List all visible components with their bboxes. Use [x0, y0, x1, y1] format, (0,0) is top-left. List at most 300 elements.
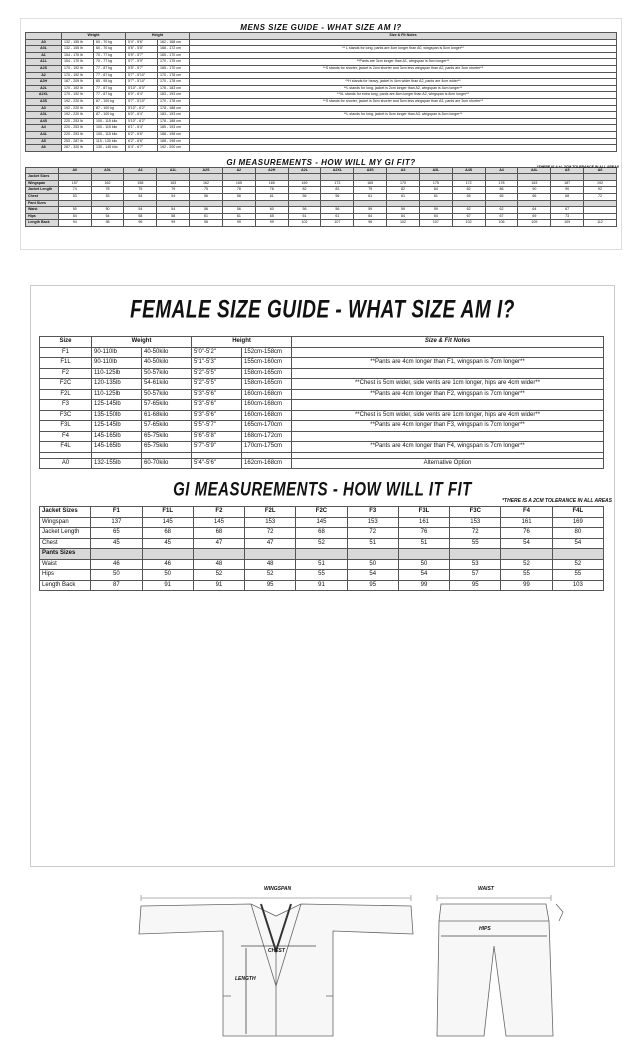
table-cell: 6'2" - 6'6" [126, 131, 158, 138]
table-cell [292, 347, 604, 358]
table-cell: 82 [452, 187, 485, 194]
table-cell: 70 - 77 kg [94, 52, 126, 59]
mens-gi-heading [21, 158, 621, 167]
table-cell: 57-65kilo [142, 421, 192, 432]
table-cell: 100 - 115 kilo [94, 131, 126, 138]
size-header-cell: A2XL [321, 167, 354, 174]
table-cell: 61 [222, 213, 255, 220]
table-row [26, 125, 617, 132]
table-cell [190, 125, 617, 132]
table-cell: 5'7" - 5'9" [126, 59, 158, 66]
table-row [26, 92, 617, 99]
row-label: Waist [26, 207, 59, 214]
table-cell: 153 [347, 517, 398, 528]
table-cell: 84 [419, 187, 452, 194]
table-cell: 54 [347, 570, 398, 581]
table-cell: 220 - 253 lb [62, 131, 94, 138]
table-cell: 40-50kilo [142, 358, 192, 369]
table-cell: 168cm-172cm [242, 431, 292, 442]
table-cell: **L stands for long, jacket is 2cm longer than A2, wingspan is 4cm longer** [190, 85, 617, 92]
female-title: FEMALE SIZE GUIDE - WHAT SIZE AM I? [130, 296, 515, 324]
table-cell: 145 [142, 517, 193, 528]
size-header-cell: F3 [347, 507, 398, 518]
size-header-cell: A2L [288, 167, 321, 174]
table-cell: 62 [452, 207, 485, 214]
table-cell: 175 [419, 180, 452, 187]
table-cell: 178 - 188 cm [158, 105, 190, 112]
table-cell: 5'10" - 6'2" [126, 105, 158, 112]
table-cell: 68 [296, 528, 347, 539]
pants-sizes-label: Pants Sizes [40, 549, 91, 560]
table-cell: 90 [551, 187, 584, 194]
table-cell: 65-75kilo [142, 431, 192, 442]
table-cell: 192 - 220 lb [62, 98, 94, 105]
size-cell: A4S [26, 118, 62, 125]
table-cell: 154 - 170 lb [62, 59, 94, 66]
table-cell: 100 - 115 kilo [94, 118, 126, 125]
jacket-illustration [139, 895, 413, 1036]
table-cell [190, 145, 617, 152]
table-cell: 125-145lb [92, 421, 142, 432]
table-cell: 91 [142, 580, 193, 591]
table-cell: 51 [347, 538, 398, 549]
size-header-cell: F2 [193, 507, 244, 518]
size-cell: A2 [26, 72, 62, 79]
size-cell: A3L [26, 112, 62, 119]
size-header-cell: A4L [518, 167, 551, 174]
table-cell: 56 [288, 194, 321, 201]
table-cell: 5'2"-5'5" [192, 368, 242, 379]
size-header-cell: A4S [452, 167, 485, 174]
table-cell: 160cm-168cm [242, 410, 292, 421]
table-cell: 5'10" - 6'2" [126, 118, 158, 125]
table-cell: 120-135lb [92, 379, 142, 390]
table-cell: 48 [193, 559, 244, 570]
table-cell: 5'3"-5'6" [192, 400, 242, 411]
table-cell [190, 52, 617, 59]
size-header-cell: A2 [222, 167, 255, 174]
size-cell: A1 [26, 52, 62, 59]
table-cell: 62 [485, 207, 518, 214]
size-cell: F2C [40, 379, 92, 390]
table-cell: 99 [398, 580, 449, 591]
table-cell: 91 [296, 580, 347, 591]
table-row [26, 59, 617, 66]
table-cell [190, 138, 617, 145]
table-cell: 155cm-160cm [242, 358, 292, 369]
table-cell: 77 - 87 kg [94, 85, 126, 92]
table-cell: 54 [124, 207, 157, 214]
table-cell: 90-110lb [92, 347, 142, 358]
table-cell: 99 [255, 220, 288, 227]
row-label: Hips [40, 570, 91, 581]
row-label: Wingspan [26, 180, 59, 187]
table-cell: 162cm-168cm [242, 458, 292, 469]
table-row [26, 46, 617, 53]
table-cell: 5'5"-5'7" [192, 421, 242, 432]
table-cell: 170 - 192 lb [62, 92, 94, 99]
table-cell: 161 [501, 517, 552, 528]
size-cell: F3C [40, 410, 92, 421]
table-row [40, 538, 604, 549]
table-cell: 52 [193, 570, 244, 581]
table-row [40, 570, 604, 581]
size-cell: A6 [26, 145, 62, 152]
table-cell: 58 [157, 213, 190, 220]
size-cell: A0L [26, 46, 62, 53]
table-cell: 58 [124, 213, 157, 220]
table-cell: 56 [222, 207, 255, 214]
table-cell: 40-50kilo [142, 347, 192, 358]
table-cell: 287 - 320 lb [62, 145, 94, 152]
row-label: Jacket Length [40, 528, 91, 539]
table-row [26, 65, 617, 72]
table-cell: 61 [419, 194, 452, 201]
size-cell: F1 [40, 347, 92, 358]
table-cell: 61 [288, 213, 321, 220]
female-gi-title: GI MEASUREMENTS - HOW WILL IT FIT [173, 478, 472, 501]
table-cell: 95 [450, 580, 501, 591]
table-cell: 102 [452, 220, 485, 227]
table-cell: 83 [321, 187, 354, 194]
table-row [26, 105, 617, 112]
table-cell: 170 - 178 cm [158, 72, 190, 79]
table-cell: 55 [552, 570, 603, 581]
table-cell: 98 [91, 220, 124, 227]
size-cell: F3 [40, 400, 92, 411]
table-cell: 170 - 192 lb [62, 72, 94, 79]
size-cell: A0 [40, 458, 92, 469]
table-cell: 168 - 172 cm [158, 46, 190, 53]
table-cell: 45 [91, 538, 142, 549]
table-cell: 5'6"-5'8" [192, 431, 242, 442]
table-cell: 54 [501, 538, 552, 549]
table-cell: 253 - 287 lb [62, 138, 94, 145]
table-cell: 96 [190, 220, 223, 227]
table-cell: 86 [485, 187, 518, 194]
table-cell: 187 - 209 lb [62, 79, 94, 86]
size-header-cell: A0 [58, 167, 91, 174]
table-cell: 87 - 100 kg [94, 98, 126, 105]
table-cell: 50-57kilo [142, 368, 192, 379]
table-cell: 50 [398, 559, 449, 570]
table-cell: 68 [551, 194, 584, 201]
size-header-cell: A3S [354, 167, 387, 174]
size-cell: F2L [40, 389, 92, 400]
table-cell: 165cm-170cm [242, 421, 292, 432]
table-cell: 178 - 183 cm [158, 85, 190, 92]
table-cell: 185 - 193 cm [158, 125, 190, 132]
table-cell: 187 [551, 180, 584, 187]
table-cell: 56 [288, 207, 321, 214]
table-cell: 112 [584, 220, 617, 227]
table-cell: 5'4" - 5'6" [126, 39, 158, 46]
size-cell: A5 [26, 138, 62, 145]
table-cell: 60 - 70 kg [94, 39, 126, 46]
row-label: Wingspan [40, 517, 91, 528]
table-cell: 50 [58, 207, 91, 214]
table-cell: 173 [321, 180, 354, 187]
table-cell: 135-150lb [92, 410, 142, 421]
table-cell: 75 [124, 187, 157, 194]
table-cell: 96 [354, 220, 387, 227]
table-cell: 73 [551, 213, 584, 220]
table-row [26, 85, 617, 92]
table-cell: 60 - 70 kg [94, 46, 126, 53]
table-cell: 109 [551, 220, 584, 227]
table-cell: 153 [450, 517, 501, 528]
table-cell: 54 [91, 213, 124, 220]
table-cell: 5'7" - 5'10" [126, 79, 158, 86]
size-header-cell: A0L [91, 167, 124, 174]
table-cell: 54 [124, 194, 157, 201]
row-label: Waist [40, 559, 91, 570]
table-cell: 54 [58, 213, 91, 220]
size-header-cell: F2L [245, 507, 296, 518]
table-row [40, 458, 604, 469]
table-cell: 60-70kilo [142, 458, 192, 469]
table-cell: 5'0"-5'2" [192, 347, 242, 358]
size-cell: A3 [26, 105, 62, 112]
table-row [40, 389, 604, 400]
size-header-cell: A1L [157, 167, 190, 174]
table-row [40, 442, 604, 453]
table-cell: 52 [501, 559, 552, 570]
table-cell: 90 [518, 187, 551, 194]
size-header-cell: F4 [501, 507, 552, 518]
female-notes-header: Size & Fit Notes [292, 337, 604, 348]
table-cell: 5'5" - 5'7" [126, 65, 158, 72]
table-cell: 192 [584, 180, 617, 187]
size-header-cell: A4 [485, 167, 518, 174]
table-cell: 52 [552, 559, 603, 570]
table-cell: **XL stands for extra long, pants are 8cm longer than A2, wingspan is 8cm longer** [190, 92, 617, 99]
size-header-cell: A1 [124, 167, 157, 174]
table-row [40, 410, 604, 421]
table-cell: 61 [387, 194, 420, 201]
table-cell: 94 [58, 220, 91, 227]
table-cell: 5'7" - 5'10" [126, 98, 158, 105]
row-label: Chest [40, 538, 91, 549]
mens-height-header: Height [126, 33, 190, 40]
table-cell: 77 - 87 kg [94, 92, 126, 99]
table-cell: 57-65kilo [142, 400, 192, 411]
table-cell: 188 - 198 cm [158, 138, 190, 145]
table-cell: 192 - 220 lb [62, 105, 94, 112]
size-header-cell: F3C [450, 507, 501, 518]
table-cell: 59 [419, 207, 452, 214]
table-cell: 102 [387, 220, 420, 227]
table-row [26, 39, 617, 46]
size-cell: A2XL [26, 92, 62, 99]
table-cell: 170cm-175cm [242, 442, 292, 453]
size-cell: F1L [40, 358, 92, 369]
table-row [26, 207, 617, 214]
table-cell: 53 [91, 194, 124, 201]
table-cell: **Pants are 3cm longer than A1, wingspan is 5cm longer** [190, 59, 617, 66]
table-row [26, 79, 617, 86]
table-cell: 102 [288, 220, 321, 227]
table-cell: **S stands for shorter, jacket is 2cm shorter and 3cm less wingspan than A2, pants are 3cm shorter** [190, 65, 617, 72]
table-cell: 95 [347, 580, 398, 591]
table-cell: 79 [354, 187, 387, 194]
table-cell: 55 [450, 538, 501, 549]
table-cell: 72 [450, 528, 501, 539]
size-cell: A2L [26, 85, 62, 92]
table-cell: 125-145lb [92, 400, 142, 411]
table-row [26, 118, 617, 125]
table-cell [190, 72, 617, 79]
table-cell: 158 [124, 180, 157, 187]
table-cell: **S stands for shorter, jacket is 5cm shorter and 5cm less wingspan than A3, pants are 3cm shorter** [190, 98, 617, 105]
table-cell: 5'7"-5'9" [192, 442, 242, 453]
female-size-table [39, 336, 604, 469]
mens-jacket-sizes-label: Jacket Sizes [26, 174, 59, 181]
table-row [26, 98, 617, 105]
table-cell: 6'4" - 6'7" [126, 145, 158, 152]
table-row [26, 72, 617, 79]
table-cell: 158cm-165cm [242, 379, 292, 390]
size-header-cell: A6 [584, 167, 617, 174]
table-cell: 6'0" - 6'4" [126, 92, 158, 99]
table-row [40, 528, 604, 539]
table-cell: 110-125lb [92, 368, 142, 379]
table-cell: 56 [190, 207, 223, 214]
table-cell: **Pants are 4cm longer than F2, wingspan is 7cm longer** [292, 389, 604, 400]
table-cell: 72 [347, 528, 398, 539]
table-cell: 47 [193, 538, 244, 549]
table-cell: 5'3"-5'6" [192, 389, 242, 400]
table-row [26, 180, 617, 187]
table-cell: 61 [354, 194, 387, 201]
table-cell: 61 [321, 213, 354, 220]
table-cell: **H stands for heavy, jacket is 4cm wider than A2, pants are 4cm wider** [190, 79, 617, 86]
size-header-cell: A2H [255, 167, 288, 174]
table-cell: 50 [91, 207, 124, 214]
row-label: Hips [26, 213, 59, 220]
table-cell: 54 [552, 538, 603, 549]
mens-tolerance-note: *THERE IS A +/- 2CM TOLERANCE IN ALL AREAS [536, 164, 619, 169]
table-cell: 64 [387, 213, 420, 220]
table-cell: 87 - 100 kg [94, 105, 126, 112]
mens-size-guide [20, 18, 622, 250]
table-cell [190, 39, 617, 46]
table-cell: 170 - 175 cm [158, 59, 190, 66]
table-cell: 52 [296, 538, 347, 549]
size-header-cell: A3L [419, 167, 452, 174]
size-cell: A2S [26, 65, 62, 72]
table-cell: 5'1"-5'3" [192, 358, 242, 369]
table-cell: 162 - 168 cm [158, 39, 190, 46]
mens-title: MENS SIZE GUIDE - WHAT SIZE AM I? [240, 23, 402, 32]
table-cell: 192 - 200 cm [158, 145, 190, 152]
table-cell: 92 [584, 187, 617, 194]
table-row [26, 138, 617, 145]
table-cell: 160cm-168cm [242, 389, 292, 400]
table-row [40, 358, 604, 369]
table-cell: 68 [142, 528, 193, 539]
female-height-header: Height [192, 337, 292, 348]
table-cell: 47 [245, 538, 296, 549]
size-cell: F4L [40, 442, 92, 453]
table-cell: 46 [91, 559, 142, 570]
table-cell: 64 [518, 207, 551, 214]
table-cell: 183 - 193 cm [158, 92, 190, 99]
table-row [40, 559, 604, 570]
chest-label: CHEST [268, 948, 285, 954]
table-cell: 59 [354, 207, 387, 214]
table-cell: 48 [245, 559, 296, 570]
table-cell: 5'10" - 6'0" [126, 85, 158, 92]
table-cell: 160cm-168cm [242, 400, 292, 411]
table-cell: 6'2" - 6'6" [126, 138, 158, 145]
female-size-guide [30, 285, 615, 982]
table-cell: 99 [157, 220, 190, 227]
table-cell: 132 - 155 lb [62, 39, 94, 46]
table-cell: 178 [485, 180, 518, 187]
table-cell: 100 - 115 kilo [94, 125, 126, 132]
table-cell: 170 - 178 cm [158, 98, 190, 105]
table-cell: 178 - 188 cm [158, 118, 190, 125]
table-cell: 75 [190, 187, 223, 194]
table-cell: 55 [296, 570, 347, 581]
table-cell: 106 [485, 220, 518, 227]
table-cell [292, 400, 604, 411]
table-cell: 130 - 145 kilo [94, 145, 126, 152]
table-cell: 109 [518, 220, 551, 227]
table-cell: 162 [91, 180, 124, 187]
female-gi-table [39, 506, 604, 591]
waist-label: WAIST [478, 886, 494, 892]
table-cell: 99 [222, 220, 255, 227]
mens-notes-header: Size & Fit Notes [190, 33, 617, 40]
table-cell: 85 - 95 kg [94, 79, 126, 86]
table-cell: 183 [518, 180, 551, 187]
table-row [40, 431, 604, 442]
table-cell: 50 [91, 570, 142, 581]
table-cell: 77 - 87 kg [94, 72, 126, 79]
table-cell: 170 - 178 cm [158, 79, 190, 86]
table-cell [190, 105, 617, 112]
size-header-cell: F3L [398, 507, 449, 518]
size-cell: F4 [40, 431, 92, 442]
table-cell: ** L stands for long, pants are 4cm longer than A0, wingspan is 5cm longer** [190, 46, 617, 53]
table-cell: 57 [450, 570, 501, 581]
table-cell: **Pants are 4cm longer than F3, wingspan is 7cm longer** [292, 421, 604, 432]
table-cell: 45 [142, 538, 193, 549]
table-cell: **Pants are 4cm longer than F4, wingspan is 7cm longer** [292, 442, 604, 453]
table-cell: 90-110lb [92, 358, 142, 369]
table-cell: 77 - 87 kg [94, 65, 126, 72]
female-tolerance-note: *THERE IS A 2CM TOLERANCE IN ALL AREAS [502, 498, 612, 504]
wingspan-label: WINGSPAN [264, 886, 292, 892]
table-row [40, 400, 604, 411]
table-cell: 65 [91, 528, 142, 539]
table-cell: 5'6" - 5'8" [126, 46, 158, 53]
table-cell: 54 [157, 194, 190, 201]
table-cell: 79 [157, 187, 190, 194]
table-cell: 145 [193, 517, 244, 528]
table-cell: 50 [347, 559, 398, 570]
table-row [26, 187, 617, 194]
table-cell: 5'2"-5'5" [192, 379, 242, 390]
table-cell: 170 - 192 lb [62, 65, 94, 72]
table-cell: 80 [552, 528, 603, 539]
size-header-cell: A2S [190, 167, 223, 174]
table-cell: 220 - 253 lb [62, 125, 94, 132]
table-cell: 96 [124, 220, 157, 227]
pants-illustration [437, 895, 563, 1036]
